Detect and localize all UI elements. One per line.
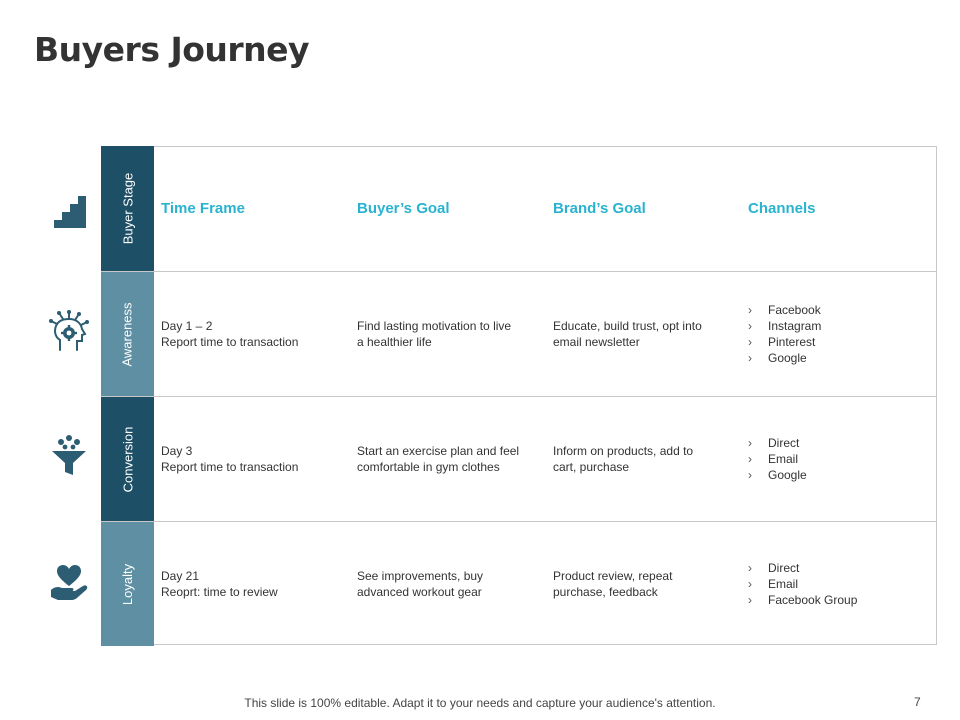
stage-band-header bbox=[101, 146, 154, 271]
brands-goal-cell bbox=[553, 522, 738, 646]
table-row bbox=[101, 271, 937, 396]
stage-header-label: Buyer Stage bbox=[120, 172, 136, 245]
buyers-goal-cell bbox=[357, 272, 542, 396]
channel-item: › Email bbox=[748, 577, 799, 591]
stairs-icon bbox=[50, 190, 92, 232]
buyers-goal-cell bbox=[357, 397, 542, 521]
heart-hand-icon bbox=[48, 560, 90, 602]
channel-item: › Google bbox=[748, 468, 807, 482]
channel-item: › Facebook Group bbox=[748, 593, 858, 607]
channel-list bbox=[748, 435, 807, 483]
head-gear-icon bbox=[48, 310, 90, 352]
channel-item: › Email bbox=[748, 452, 799, 466]
buyers-goal-cell bbox=[357, 522, 542, 646]
channels-cell bbox=[748, 522, 933, 646]
table-row bbox=[101, 521, 937, 646]
time-frame-text: Day 21 Reoprt: time to review bbox=[161, 569, 278, 599]
time-frame-cell bbox=[161, 272, 346, 396]
brands-goal-cell bbox=[553, 272, 738, 396]
time-frame-text: Day 1 – 2 Report time to transaction bbox=[161, 319, 299, 349]
channel-item: › Google bbox=[748, 351, 807, 365]
time-frame-text: Day 3 Report time to transaction bbox=[161, 444, 299, 474]
channel-list bbox=[748, 302, 821, 366]
channel-item: › Pinterest bbox=[748, 335, 816, 349]
col-header-channels: Channels bbox=[748, 199, 816, 217]
buyers-goal-text: Start an exercise plan and feel comfortable in gym clothes bbox=[357, 444, 520, 474]
col-header-brands-goal: Brand’s Goal bbox=[553, 199, 646, 217]
channel-item: › Instagram bbox=[748, 319, 822, 333]
stage-band bbox=[101, 397, 154, 521]
channel-item: › Facebook bbox=[748, 303, 821, 317]
buyers-goal-text: Find lasting motivation to live a healthier life bbox=[357, 319, 512, 349]
table-header-row bbox=[101, 146, 937, 271]
table-row bbox=[101, 396, 937, 521]
stage-label: Conversion bbox=[120, 426, 136, 492]
buyers-goal-text: See improvements, buy advanced workout gear bbox=[357, 569, 484, 599]
channels-cell bbox=[748, 272, 933, 396]
footer-note: This slide is 100% editable. Adapt it to your needs and capture your audience's attention. bbox=[244, 696, 716, 710]
time-frame-cell bbox=[161, 397, 346, 521]
brands-goal-text: Inform on products, add to cart, purchase bbox=[553, 444, 694, 474]
channels-cell bbox=[748, 397, 933, 521]
channel-list bbox=[748, 560, 857, 608]
stage-band bbox=[101, 272, 154, 396]
channel-item: › Direct bbox=[748, 436, 800, 450]
brands-goal-text: Product review, repeat purchase, feedback bbox=[553, 569, 673, 599]
col-header-buyers-goal: Buyer’s Goal bbox=[357, 199, 450, 217]
stage-label: Loyalty bbox=[119, 563, 135, 605]
stage-band bbox=[101, 522, 154, 646]
stage-label: Awareness bbox=[120, 301, 136, 367]
funnel-icon bbox=[48, 434, 90, 476]
channel-item: › Direct bbox=[748, 561, 800, 575]
page-title: Buyers Journey bbox=[34, 30, 310, 69]
brands-goal-cell bbox=[553, 397, 738, 521]
time-frame-cell bbox=[161, 522, 346, 646]
col-header-time-frame: Time Frame bbox=[161, 199, 245, 217]
page-number: 7 bbox=[914, 695, 921, 709]
brands-goal-text: Educate, build trust, opt into email newsletter bbox=[553, 319, 702, 349]
